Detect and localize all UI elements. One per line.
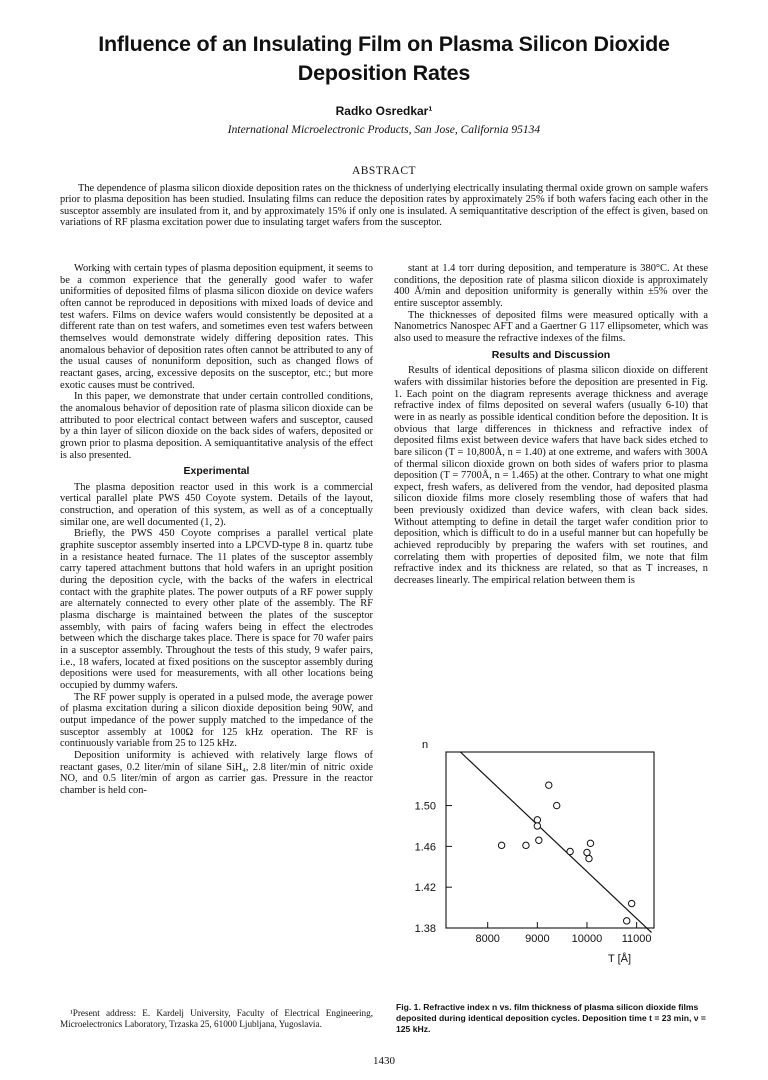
data-point	[554, 802, 560, 808]
x-tick-label: 11000	[621, 933, 652, 945]
data-point	[546, 782, 552, 788]
fit-line	[460, 752, 651, 933]
data-point	[587, 840, 593, 846]
footnote: ¹Present address: E. Kardelj University, Faculty of Electrical Engineering, Microelectronics Laboratory, Trzaska 25, 61000 Ljubljana, Yugoslavia.	[60, 1008, 373, 1029]
experimental-paragraph-3: The RF power supply is operated in a pulsed mode, the average power of plasma excitation during a silicon dioxide deposition being 90W, and output impedance of the power supply matched to the impedance of the susceptor assembly at 100Ω for 125 kHz operation. The RF is continuously variable from 25 to 125 kHz.	[60, 691, 373, 750]
refractive-index-chart	[394, 730, 708, 970]
data-point	[498, 842, 504, 848]
data-point	[623, 918, 629, 924]
y-tick-label: 1.38	[414, 923, 436, 935]
intro-paragraph-1: Working with certain types of plasma deposition equipment, it seems to be a common experience that the generally good wafer to wafer uniformities of deposited films of plasma silicon dioxide on device wafers often cannot be reproduced in depositions with mixed loads of device and test wafers. Films on device wafers would consistently be deposited at a different rate than on test wafers, and sometimes even test wafers between themselves would demonstrate widely differing deposition rates. This anomalous behavior of deposition rates often cannot be attributed to any of the usual causes of nonuniform deposition, such as changed flows of reactant gases, arcing, excessive deposits on the susceptor, etc.; but more exotic causes must be contrived.	[60, 263, 373, 391]
data-point	[534, 823, 540, 829]
y-tick-label: 1.50	[414, 800, 436, 813]
continued-paragraph: stant at 1.4 torr during deposition, and temperature is 380°C. At these conditions, the deposition rate of plasma silicon dioxide is approximately 400 Å/min and deposition uniformity is generally within ±5% over the entire susceptor assembly.	[394, 263, 708, 309]
author-affiliation: International Microelectronic Products, San Jose, California 95134	[227, 124, 541, 136]
y-tick-label: 1.46	[414, 841, 436, 854]
figure-caption: Fig. 1. Refractive index n vs. film thickness of plasma silicon dioxide films deposited during identical deposition cycles. Deposition time t = 23 min, ν = 125 kHz.	[396, 1002, 706, 1034]
experimental-paragraph-2: Briefly, the PWS 450 Coyote comprises a parallel vertical plate graphite susceptor assembly inserted into a LPCVD-type 8 in. quartz tube in a resistance heated furnace. The 11 plates of the susceptor assembly carry tapered attachment buttons that hold wafers in an upright position during the deposition cycle, with the backs of the wafers in electrical contact with the graphite plates. The power outputs of a RF power supply are alternately connected to every other plate of the assembly. The RF plasma discharge is maintained between the plates of the susceptor assembly, with pairs of facing wafers being in effect the electrodes between which the discharge takes place. There is space for 70 wafer pairs in a susceptor assembly. Throughout the tests of this study, 9 wafer pairs, i.e., 18 wafers, located at fixed positions on the susceptor assembly during depositions were used for measurements, with all other locations being occupied by dummy wafers.	[60, 528, 373, 691]
abstract-heading: ABSTRACT	[351, 165, 417, 177]
data-point	[567, 848, 573, 854]
x-axis-label: T [Å]	[608, 953, 632, 965]
figure-1	[394, 730, 708, 965]
experimental-paragraph-4: Deposition uniformity is achieved with relatively large flows of reactant gases, 0.2 liter/min of silane SiH₄, 2.8 liter/min of nitric oxide NO, and 0.5 liter/min of argon as carrier gas. Pressure in the reactor chamber is held con-	[60, 749, 373, 796]
data-point	[536, 837, 542, 843]
data-point	[628, 900, 634, 906]
plot-frame	[446, 752, 654, 928]
right-column	[394, 263, 708, 587]
experimental-paragraph-1: The plasma deposition reactor used in this work is a commercial vertical parallel plate PWS 450 Coyote system. Details of the layout, construction, and operation of this system, as well as of a conceptually similar one, are well documented (1, 2).	[60, 481, 373, 528]
x-tick-label: 9000	[525, 933, 550, 945]
data-point	[534, 817, 540, 823]
data-point	[584, 849, 590, 855]
section-heading-results: Results and Discussion	[491, 348, 611, 361]
results-paragraph: Results of identical depositions of plasma silicon dioxide on different wafers with dissimilar histories before the deposition are presented in Fig. 1. Each point on the diagram represents average thickness and average refractive index of films deposited on several wafers (usually 6-10) that were in as nearly as possible identical condition before the deposition. It is obvious that large differences in thickness and refractive index of deposited films exist between device wafers that have back sides etched to bare silicon (T = 10,800Å, n = 1.40) at one extreme, and wafers with 300A of thermal silicon dioxide grown on both sides of wafers prior to plasma deposition (T = 7700Å, n = 1.465) at the other. Contrary to what one might expect, fresh wafers, as delivered from the vendor, had deposited plasma silicon dioxide films more closely resembling those of wafers that had been previously oxidized than device wafers, with clean back sides. Without attempting to define in detail the target wafer condition prior to deposition, which is difficult to do in a useful manner but can hopefully be achieved reproducibly by preparing the wafers with set routines, and correlating them with properties of deposited film, we note that film refractive index and its thickness are related, so that as T increases, n decreases linearly. The empirical relation between them is	[394, 365, 708, 587]
author-name: Radko Osredkar¹	[335, 104, 433, 118]
y-tick-label: 1.42	[414, 882, 436, 895]
left-column	[60, 263, 373, 797]
x-tick-label: 8000	[475, 933, 500, 945]
measurement-paragraph: The thicknesses of deposited films were measured optically with a Nanometrics Nanospec AFT and a Gaertner G 117 ellipsometer, which was also used to measure the refractive indexes of the films.	[394, 309, 708, 344]
data-point	[586, 855, 592, 861]
y-axis-label: n	[422, 739, 429, 751]
x-tick-label: 10000	[571, 933, 603, 945]
page-number: 1430	[373, 1055, 395, 1067]
x-axis-ticks	[475, 922, 651, 945]
data-point	[523, 842, 529, 848]
paper-title: Influence of an Insulating Film on Plasma Silicon Dioxide Deposition Rates	[98, 32, 670, 85]
intro-paragraph-2: In this paper, we demonstrate that under certain controlled conditions, the anomalous behavior of deposition rate of plasma silicon dioxide can be attributed to poor electrical contact between wafers and susceptor, caused by a thin layer of silicon dioxide on the back sides of wafers, deposited or grown prior to plasma deposition. A semiquantitative analysis of the effect is also presented.	[60, 391, 373, 461]
abstract-text: The dependence of plasma silicon dioxide deposition rates on the thickness of underlying electrically insulating thermal oxide grown on sample wafers prior to plasma deposition has been studied. Insulating films can reduce the deposition rates by approximately 25% if both wafers facing each other in the susceptor assembly are insulated from it, and by approximately 15% if only one is insulated. A semiquantitative description of the effect is given, based on variations of RF plasma excitation power due to insulating target wafers from the susceptor.	[60, 183, 708, 229]
section-heading-experimental: Experimental	[183, 465, 250, 478]
